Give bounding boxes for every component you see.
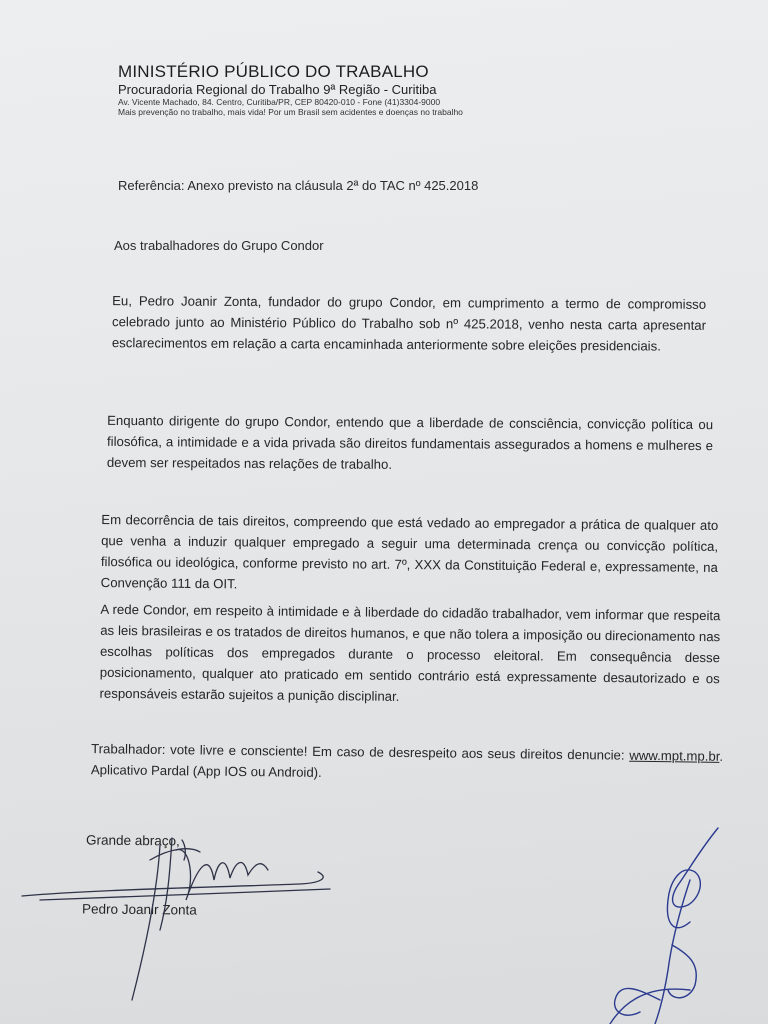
letterhead-address: Av. Vicente Machado, 84. Centro, Curitiba/PR, CEP 80420-010 - Fone (41)3304-9000 bbox=[118, 97, 441, 107]
mpt-link[interactable]: www.mpt.mp.br bbox=[629, 747, 720, 764]
paragraph-5-tail: . Aplicativo Pardal (App IOS ou Android). bbox=[90, 748, 724, 780]
reference-line: Referência: Anexo previsto na cláusula 2ª do TAC nº 425.2018 bbox=[118, 178, 479, 193]
letterhead-org: MINISTÉRIO PÚBLICO DO TRABALHO bbox=[118, 62, 429, 81]
main-signature-scribble bbox=[22, 838, 330, 1000]
greeting: Aos trabalhadores do Grupo Condor bbox=[114, 238, 324, 253]
paragraph-5-text: Trabalhador: vote livre e consciente! Em caso de desrespeito aos seus direitos denuncie: bbox=[91, 741, 625, 763]
second-signature-scribble bbox=[610, 828, 718, 1024]
closing-line: Grande abraço, bbox=[85, 832, 180, 849]
letterhead-motto: Mais prevenção no trabalho, mais vida! Por um Brasil sem acidentes e doenças no trabalho bbox=[118, 107, 463, 117]
paragraph-1: Eu, Pedro Joanir Zonta, fundador do grupo Condor, em cumprimento a termo de compromisso celebrado junto ao Ministério Público do Trabalho sob nº 425.2018, venho nesta carta apresentar esclarecimentos em relação a carta encaminhada anteriormente sobre eleições presidenciais. bbox=[111, 293, 707, 354]
paragraph-3: Em decorrência de tais direitos, compreendo que está vedado ao empregador a prática de qualquer ato que venha a induzir qualquer empregado a seguir uma determinada crença ou convicção política, filosófica ou ideológica, conforme previsto no art. 7º, XXX da Constituição Federal e, expressamente, na Convenção 111 da OIT. bbox=[100, 512, 719, 592]
letterhead-subtitle: Procuradoria Regional do Trabalho 9ª Região - Curitiba bbox=[118, 82, 437, 97]
paragraph-4: A rede Condor, em respeito à intimidade e à liberdade do cidadão trabalhador, vem informar que respeita as leis brasileiras e os tratados de direitos humanos, e que não tolera a imposição ou direcionamento nas escolhas políticas dos empregados durante o processo eleitoral. Em consequência desse posicionamento, qualquer ato praticado em sentido contrário está expressamente desautorizado e os responsáveis estarão sujeitos a punição disciplinar. bbox=[99, 601, 721, 704]
paragraph-2: Enquanto dirigente do grupo Condor, entendo que a liberdade de consciência, convicção política ou filosófica, a intimidade e a vida privada são direitos fundamentais assegurados a homens e mulheres e devem ser respeitados nas relações de trabalho. bbox=[106, 412, 714, 472]
signer-name: Pedro Joanir Zonta bbox=[81, 901, 197, 918]
